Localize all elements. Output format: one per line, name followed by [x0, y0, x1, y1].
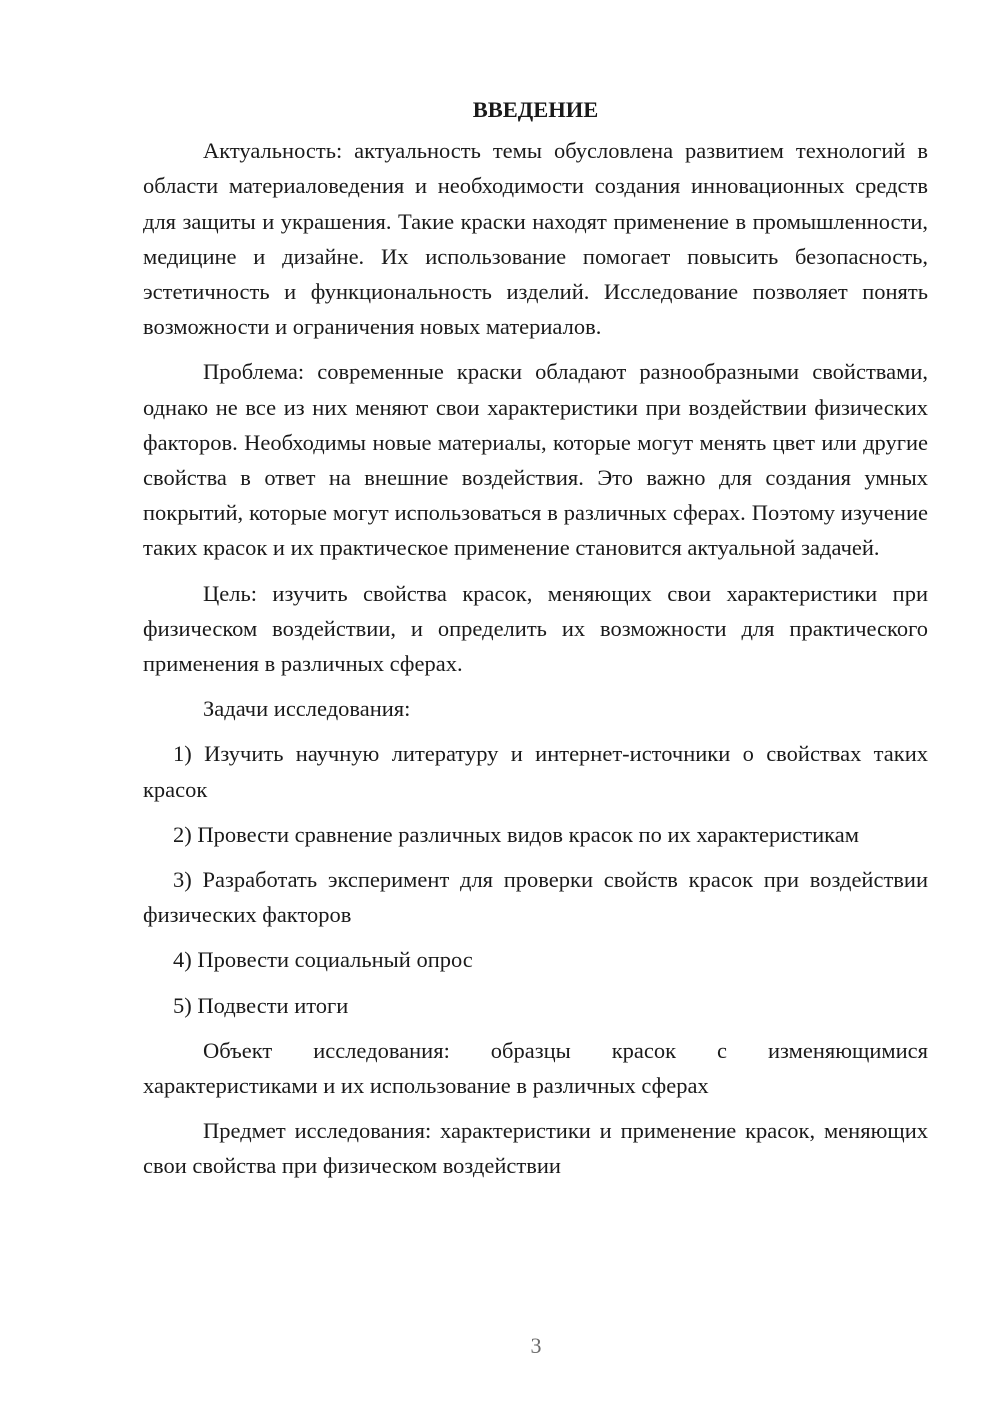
- research-object-paragraph: Объект исследования: образцы красок с изменяющимися характеристиками и их использование в различных сферах: [143, 1037, 928, 1099]
- task-item: 1) Изучить научную литературу и интернет-источники о свойствах таких красок: [143, 741, 928, 802]
- relevance-paragraph: Актуальность: актуальность темы обусловлена развитием технологий в области материаловедения и необходимости создания инновационных средств для защиты и украшения. Такие краски находят применение в промышленности, медицине и дизайне. Их использование помогает повысить безопасность, эстетичность и функциональность изделий. Исследование позволяет понять возможности и ограничения новых материалов.: [143, 138, 928, 340]
- document-page: [143, 92, 928, 1194]
- goal-paragraph: Цель: изучить свойства красок, меняющих свои характеристики при физическом воздействии, и определить их возможности для практического применения в различных сферах.: [143, 580, 928, 677]
- task-item: 2) Провести сравнение различных видов красок по их характеристикам: [173, 821, 859, 847]
- task-item: 5) Подвести итоги: [173, 992, 349, 1018]
- problem-paragraph: Проблема: современные краски обладают разнообразными свойствами, однако не все из них меняют свои характеристики при воздействии физических факторов. Необходимы новые материалы, которые могут менять цвет или другие свойства в ответ на внешние воздействия. Это важно для создания умных покрытий, которые могут использоваться в различных сферах. Поэтому изучение таких красок и их практическое применение становится актуальной задачей.: [143, 359, 928, 561]
- task-item: 4) Провести социальный опрос: [173, 947, 473, 973]
- research-subject-paragraph: Предмет исследования: характеристики и применение красок, меняющих свои свойства при физическом воздействии: [143, 1118, 928, 1179]
- task-item: 3) Разработать эксперимент для проверки свойств красок при воздействии физических факторов: [143, 867, 928, 928]
- page-number: 3: [530, 1333, 542, 1358]
- document-title: ВВЕДЕНИЕ: [472, 97, 599, 122]
- tasks-heading: Задачи исследования:: [203, 696, 411, 722]
